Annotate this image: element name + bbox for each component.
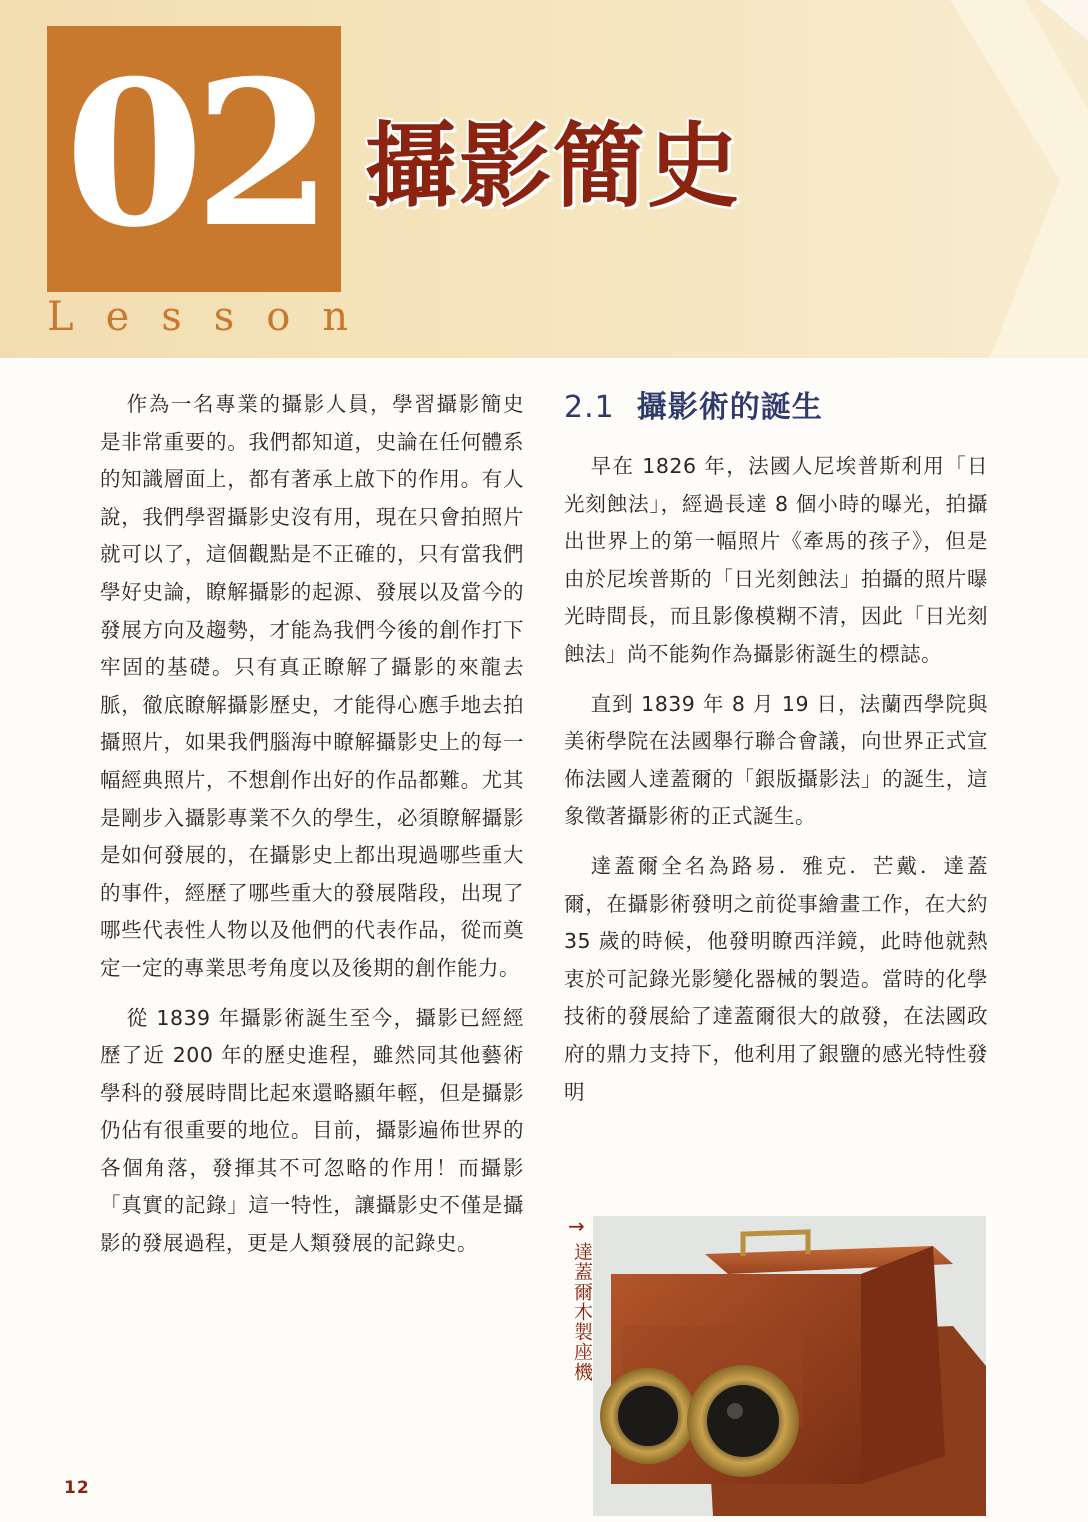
lesson-label: Lesson <box>47 294 381 340</box>
camera-photo <box>593 1216 986 1516</box>
page-number: 12 <box>64 1478 90 1498</box>
niepce-paragraph: 早在 1826 年，法國人尼埃普斯利用「日光刻蝕法」，經過長達 8 個小時的曝光，拍攝出世界上的第一幅照片《牽馬的孩子》，但是由於尼埃普斯的「日光刻蝕法」拍攝的照片曝光時間長，而且影像模糊不清，因此「日光刻蝕法」尚不能夠作為攝影術誕生的標誌。 <box>564 454 988 666</box>
right-column <box>564 388 988 1111</box>
history-paragraph: 從 1839 年攝影術誕生至今，攝影已經經歷了近 200 年的歷史進程，雖然同其他藝術學科的發展時間比起來還略顯年輕，但是攝影仍佔有很重要的地位。目前，攝影遍佈世界的各個角落，發揮其不可忽略的作用！而攝影「真實的記錄」這一特性，讓攝影史不僅是攝影的發展過程，更是人類發展的記錄史。 <box>100 1005 524 1256</box>
section-number: 2.1 <box>564 390 615 425</box>
intro-paragraph: 作為一名專業的攝影人員，學習攝影簡史是非常重要的。我們都知道，史論在任何體系的知識層面上，都有著承上啟下的作用。有人說，我們學習攝影史沒有用，現在只會拍照片就可以了，這個觀點是不正確的，只有當我們學好史論，瞭解攝影的起源、發展以及當今的發展方向及趨勢，才能為我們今後的創作打下牢固的基礎。只有真正瞭解了攝影的來龍去脈，徹底瞭解攝影歷史，才能得心應手地去拍攝照片，如果我們腦海中瞭解攝影史上的每一幅經典照片，不想創作出好的作品都難。尤其是剛步入攝影專業不久的學生，必須瞭解攝影是如何發展的，在攝影史上都出現過哪些重大的事件，經歷了哪些重大的發展階段，出現了哪些代表性人物以及他們的代表作品，從而奠定一定的專業思考角度以及後期的創作能力。 <box>100 392 524 980</box>
wooden-camera-illustration <box>593 1216 986 1516</box>
figure-caption: 達蓋爾木製座機 <box>571 1242 593 1382</box>
lesson-number-box <box>47 26 341 292</box>
daguerreotype-paragraph: 直到 1839 年 8 月 19 日，法蘭西學院與美術學院在法國舉行聯合會議，向世界正式宣佈法國人達蓋爾的「銀版攝影法」的誕生，這象徵著攝影術的正式誕生。 <box>564 691 988 829</box>
lesson-number: 02 <box>64 37 324 272</box>
section-heading <box>564 388 988 428</box>
section-title: 攝影術的誕生 <box>636 390 823 425</box>
header-banner <box>0 0 1088 358</box>
chapter-title: 攝影簡史 <box>365 113 742 220</box>
caption-arrow-icon: → <box>568 1214 585 1238</box>
left-column <box>100 386 524 1263</box>
daguerre-bio-paragraph: 達蓋爾全名為路易．雅克．芒戴．達蓋爾，在攝影術發明之前從事繪畫工作，在大約 35 歲的時候，他發明瞭西洋鏡，此時他就熱衷於可記錄光影變化器械的製造。當時的化學技術的發展給了達蓋爾很大的啟發，在法國政府的鼎力支持下，他利用了銀鹽的感光特性發明 <box>564 853 988 1104</box>
